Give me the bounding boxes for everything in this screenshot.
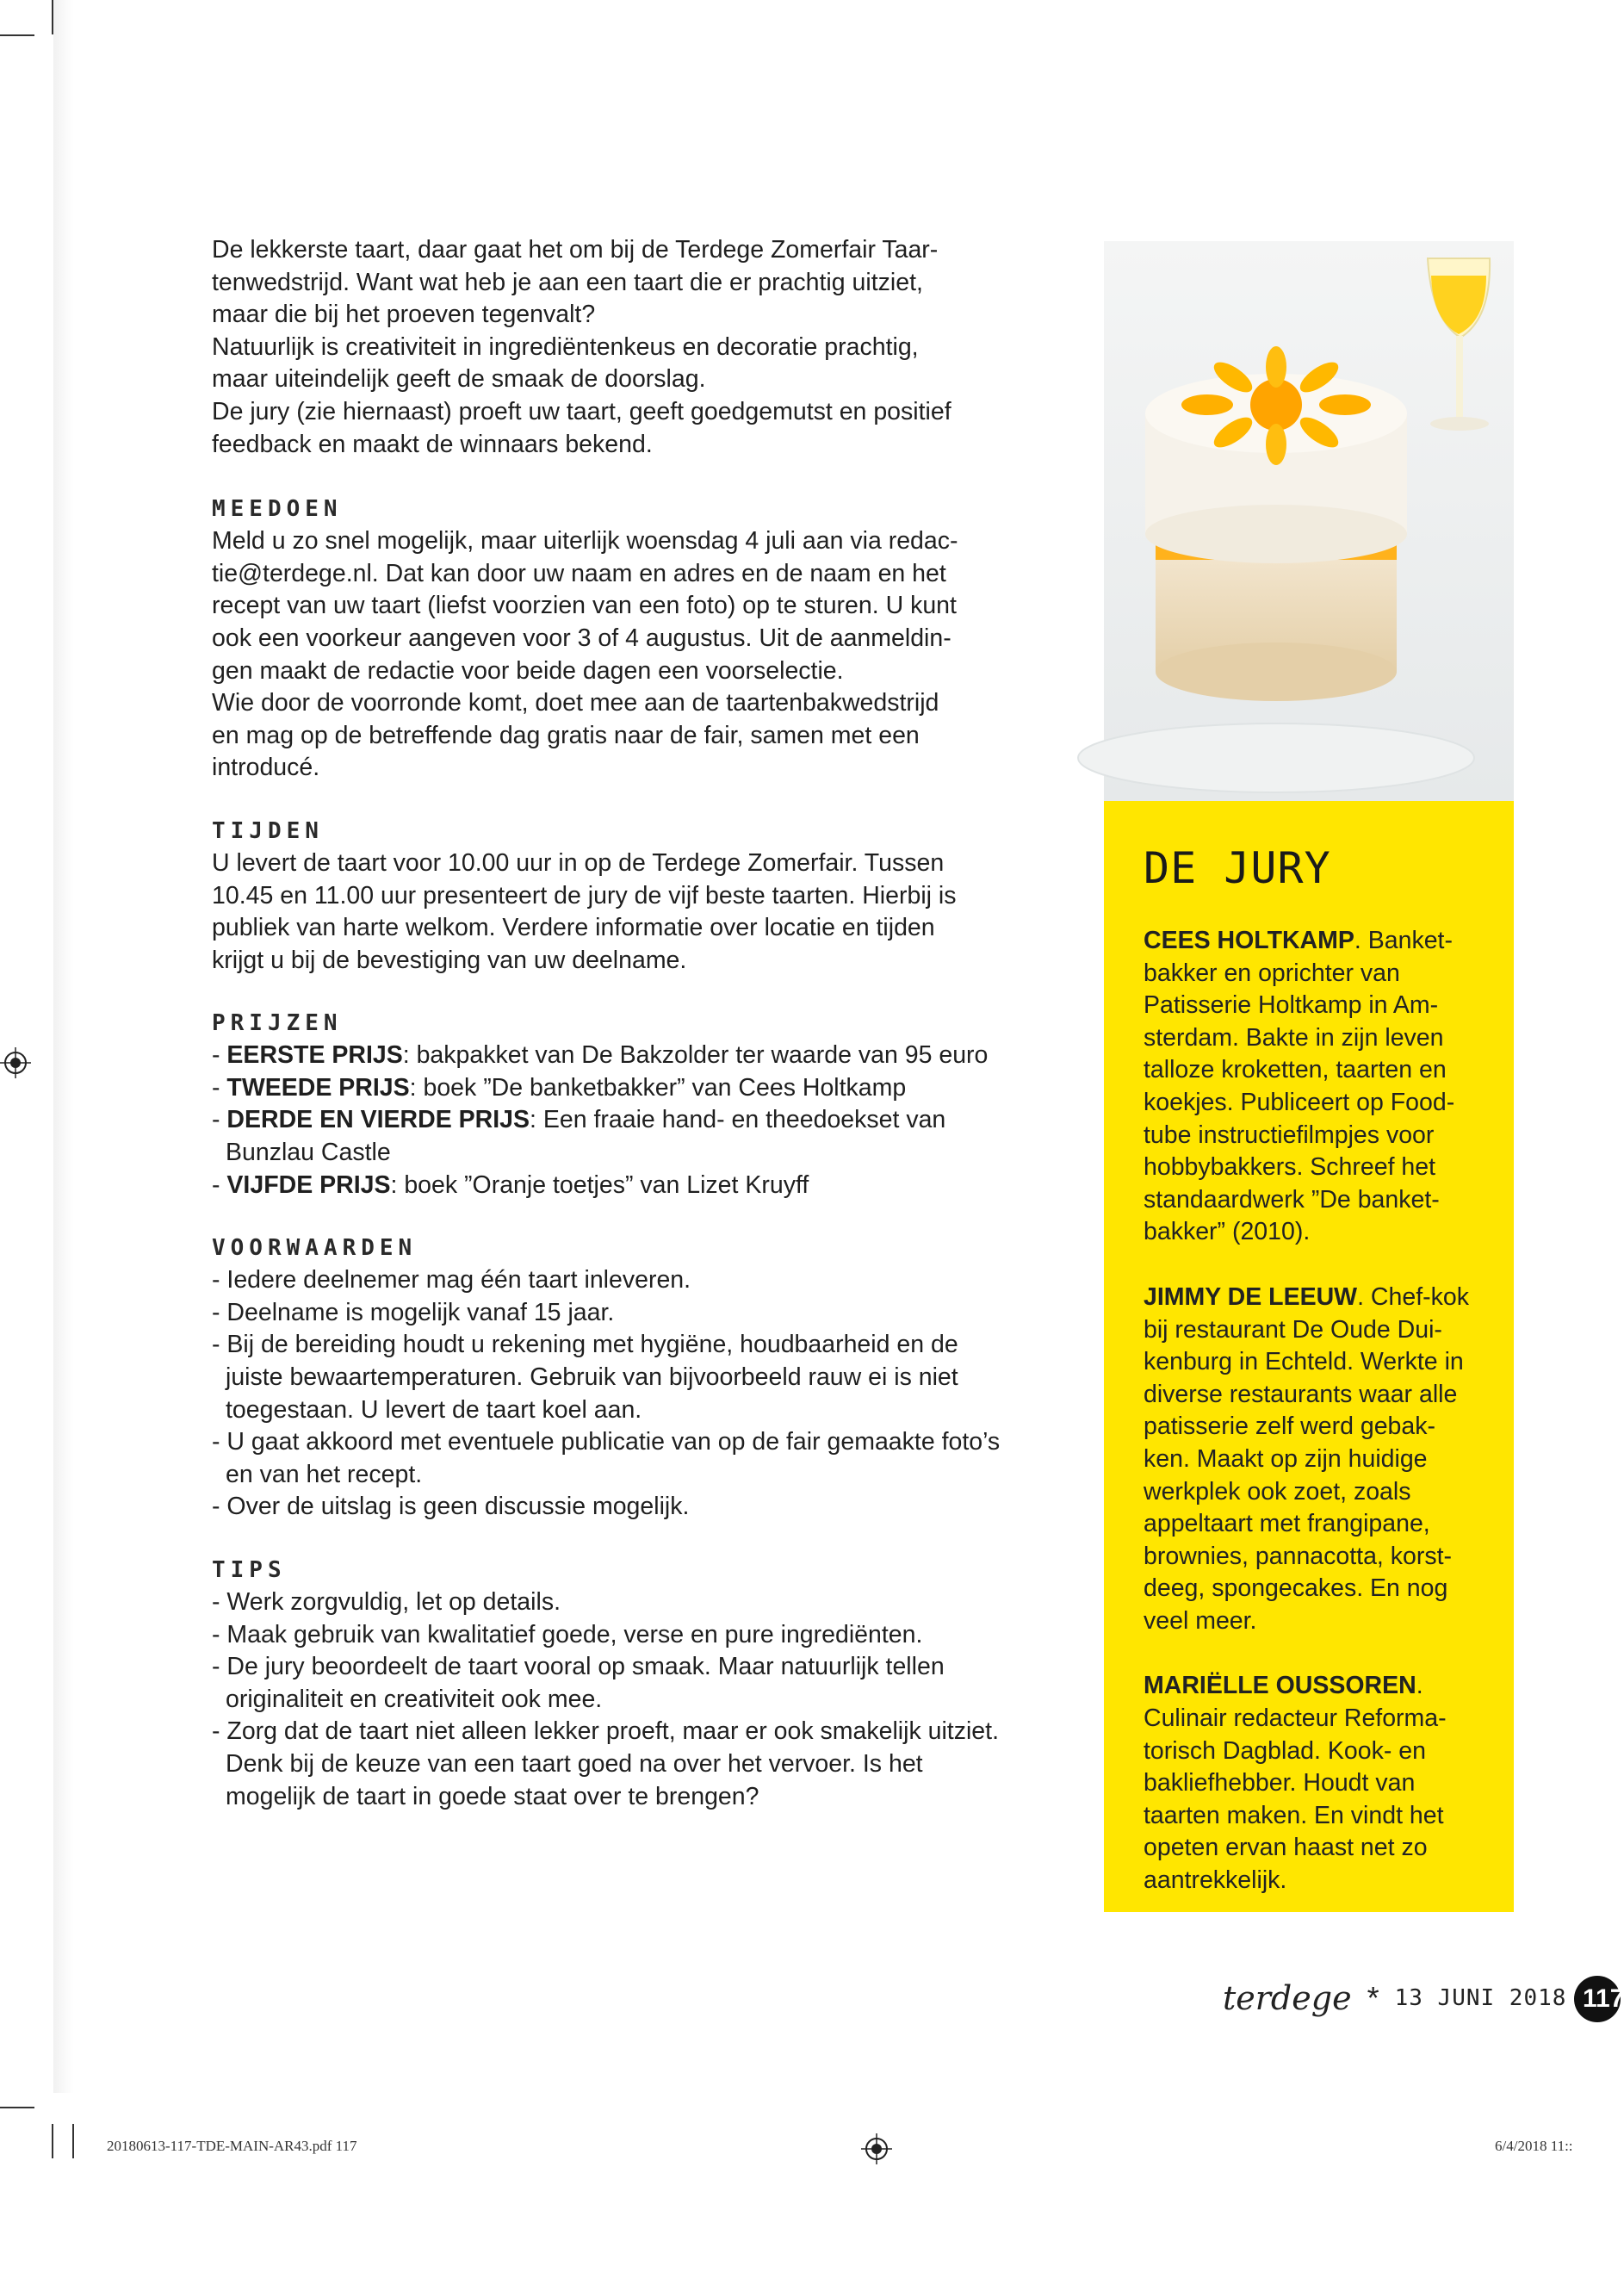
prize-text: : Een fraaie hand- en theedoekset van Bunzlau Castle <box>226 1106 946 1167</box>
body-line: Wie door de voorronde komt, doet mee aan de taartenbakwedstrijd <box>212 689 939 717</box>
section-heading-prijzen: PRIJZEN <box>212 1010 343 1037</box>
crop-mark-top-left <box>0 34 34 36</box>
body-line: introducé. <box>212 754 320 782</box>
section-tips <box>212 1555 1013 1813</box>
prize-label: TWEEDE PRIJS <box>226 1073 410 1102</box>
body-line: publiek van harte welkom. Verdere informatie over locatie en tijden <box>212 914 935 942</box>
jury-member-cees-holtkamp <box>1144 925 1497 1249</box>
prize-dash: - <box>212 1073 227 1102</box>
prize-dash: - <box>212 1170 227 1199</box>
jury-member-line: bakliefhebber. Houdt van <box>1144 1769 1416 1797</box>
jury-member-line: brownies, pannacotta, korst- <box>1144 1542 1453 1570</box>
jury-member-line: bakker en oprichter van <box>1144 959 1400 987</box>
intro-line: tenwedstrijd. Want wat heb je aan een taart die er prachtig uitziet, <box>212 268 923 296</box>
intro-line: feedback en maakt de winnaars bekend. <box>212 430 653 458</box>
section-heading-voorwaarden: VOORWAARDEN <box>212 1235 418 1262</box>
body-line: U levert de taart voor 10.00 uur in op de Terdege Zomerfair. Tussen <box>212 848 945 877</box>
tip-item: - Zorg dat de taart niet alleen lekker proeft, maar er ook smakelijk uitziet. Denk bij de keuze van een taart goed na over het vervoer. Is het mogelijk de taart in goede staat over te brengen? <box>212 1717 999 1810</box>
jury-member-name: JIMMY DE LEEUW <box>1144 1282 1358 1311</box>
body-line: gen maakt de redactie voor beide dagen een voorselectie. <box>212 656 844 685</box>
jury-title: DE JURY <box>1144 843 1331 893</box>
main-article <box>212 234 1013 1844</box>
magazine-logo: terdege <box>1223 1979 1352 2017</box>
cake-photo <box>1104 241 1514 801</box>
condition-item: - Over de uitslag is geen discussie mogelijk. <box>212 1493 690 1521</box>
condition-item: - Iedere deelnemer mag één taart inleveren. <box>212 1266 691 1295</box>
crop-mark-top-left-v <box>52 0 53 34</box>
jury-member-line <box>1144 925 1497 958</box>
section-prijzen <box>212 1008 1013 1201</box>
intro-line: maar uiteindelijk geeft de smaak de doorslag. <box>212 365 706 394</box>
section-heading-meedoen: MEEDOEN <box>212 496 343 523</box>
body-line: krijgt u bij de bevestiging van uw deelname. <box>212 946 687 974</box>
prize-text: : boek ”Oranje toetjes” van Lizet Kruyff <box>390 1170 809 1199</box>
prize-label: VIJFDE PRIJS <box>226 1170 391 1199</box>
print-slug-file: 20180613-117-TDE-MAIN-AR43.pdf 117 <box>107 2138 357 2154</box>
jury-member-line: aantrekkelijk. <box>1144 1866 1287 1895</box>
prize-label: EERSTE PRIJS <box>226 1041 403 1070</box>
jury-member-line: kenburg in Echteld. Werkte in <box>1144 1348 1464 1376</box>
section-tijden <box>212 816 1013 977</box>
jury-member-text: . Chef-kok <box>1357 1282 1469 1311</box>
jury-member-line: opeten ervan haast net zo <box>1144 1834 1428 1862</box>
cake-illustration <box>1104 241 1514 801</box>
prize-dash: - <box>212 1106 227 1134</box>
tip-item: - De jury beoordeelt de taart vooral op smaak. Maar natuurlijk tellen originaliteit en creativiteit ook mee. <box>212 1653 945 1713</box>
tip-item: - Maak gebruik van kwalitatief goede, verse en pure ingrediënten. <box>212 1620 923 1648</box>
jury-member-line: bakker” (2010). <box>1144 1218 1311 1246</box>
print-slug-datetime: 6/4/2018 11:: <box>1495 2138 1573 2154</box>
jury-member-name: CEES HOLTKAMP <box>1144 927 1354 954</box>
crop-mark-bottom-left-v2 <box>72 2124 74 2158</box>
jury-member-line <box>1144 1670 1497 1703</box>
jury-member-marielle-oussoren <box>1144 1670 1497 1897</box>
crop-mark-bottom-left <box>0 2107 34 2108</box>
jury-member-line: Patisserie Holtkamp in Am- <box>1144 991 1439 1020</box>
jury-member-line: sterdam. Bakte in zijn leven <box>1144 1023 1444 1052</box>
jury-member-name: MARIËLLE OUSSOREN <box>1144 1672 1416 1700</box>
section-heading-tijden: TIJDEN <box>212 817 324 844</box>
jury-member-line: hobbybakkers. Schreef het <box>1144 1153 1436 1182</box>
prize-item <box>212 1072 1013 1105</box>
registration-mark-bottom-icon <box>861 2133 892 2164</box>
jury-member-line: taarten maken. En vindt het <box>1144 1801 1444 1829</box>
condition-item: - Bij de bereiding houdt u rekening met hygiëne, houdbaarheid en de juiste bewaartemperaturen. Gebruik van bijvoorbeeld rauw ei is niet toegestaan. U levert de taart koel aan. <box>212 1331 958 1424</box>
body-line: 10.45 en 11.00 uur presenteert de jury de vijf beste taarten. Hierbij is <box>212 881 957 910</box>
jury-member-line: werkplek ook zoet, zoals <box>1144 1477 1411 1506</box>
prize-item <box>212 1040 1013 1072</box>
jury-member-line: ken. Maakt op zijn huidige <box>1144 1444 1428 1473</box>
jury-member-line: bij restaurant De Oude Dui- <box>1144 1315 1442 1344</box>
jury-member-line: torisch Dagblad. Kook- en <box>1144 1736 1426 1765</box>
jury-member-line: veel meer. <box>1144 1606 1257 1635</box>
condition-item: - U gaat akkoord met eventuele publicatie van op de fair gemaakte foto’s en van het recept. <box>212 1428 1001 1488</box>
asterisk-icon: * <box>1367 1980 1379 2015</box>
issue-date: 13 JUNI 2018 <box>1394 1985 1567 2011</box>
jury-member-line: koekjes. Publiceert op Food- <box>1144 1088 1455 1116</box>
jury-member-text: . <box>1416 1672 1423 1700</box>
jury-member-text: . Banket- <box>1354 927 1453 954</box>
body-line: Meld u zo snel mogelijk, maar uiterlijk woensdag 4 juli aan via redac- <box>212 527 958 556</box>
jury-member-line: Culinair redacteur Reforma- <box>1144 1704 1447 1733</box>
jury-member-line: patisserie zelf werd gebak- <box>1144 1412 1435 1441</box>
jury-member-line <box>1144 1282 1497 1314</box>
jury-member-line: standaardwerk ”De banket- <box>1144 1185 1440 1214</box>
condition-item: - Deelname is mogelijk vanaf 15 jaar. <box>212 1298 615 1326</box>
body-line: ook een voorkeur aangeven voor 3 of 4 augustus. Uit de aanmeldin- <box>212 624 951 652</box>
intro-paragraph <box>212 234 1013 461</box>
prize-text: : boek ”De banketbakker” van Cees Holtkamp <box>409 1073 907 1102</box>
section-meedoen <box>212 494 1013 785</box>
jury-box <box>1104 801 1514 1912</box>
body-line: en mag op de betreffende dag gratis naar de fair, samen met een <box>212 721 920 749</box>
prize-text: : bakpakket van De Bakzolder ter waarde van 95 euro <box>402 1041 989 1070</box>
section-voorwaarden <box>212 1232 1013 1524</box>
intro-line: De jury (zie hiernaast) proeft uw taart, geeft goedgemutst en positief <box>212 397 951 425</box>
left-page-gutter <box>53 0 74 2093</box>
section-heading-tips: TIPS <box>212 1557 287 1583</box>
registration-mark-left-icon <box>0 1047 31 1078</box>
tip-item: - Werk zorgvuldig, let op details. <box>212 1588 561 1616</box>
footer-brand <box>1223 1974 1566 2022</box>
jury-member-line: tube instructiefilmpjes voor <box>1144 1121 1435 1149</box>
jury-member-line: diverse restaurants waar alle <box>1144 1380 1458 1408</box>
jury-member-line: deeg, spongecakes. En nog <box>1144 1574 1448 1603</box>
jury-member-jimmy-de-leeuw <box>1144 1282 1497 1638</box>
intro-line: De lekkerste taart, daar gaat het om bij de Terdege Zomerfair Taar- <box>212 236 939 264</box>
prize-item <box>212 1104 1013 1169</box>
crop-mark-bottom-left-v <box>52 2124 53 2158</box>
jury-member-line: appeltaart met frangipane, <box>1144 1510 1430 1538</box>
body-line: recept van uw taart (liefst voorzien van een foto) op te sturen. U kunt <box>212 592 957 620</box>
intro-line: Natuurlijk is creativiteit in ingrediëntenkeus en decoratie prachtig, <box>212 332 919 361</box>
prize-label: DERDE EN VIERDE PRIJS <box>226 1106 530 1134</box>
prize-dash: - <box>212 1041 227 1070</box>
intro-line: maar die bij het proeven tegenvalt? <box>212 301 596 329</box>
prize-item <box>212 1170 1013 1202</box>
jury-member-line: talloze kroketten, taarten en <box>1144 1056 1447 1084</box>
page-number-badge: 117 <box>1574 1976 1621 2022</box>
body-line: tie@terdege.nl. Dat kan door uw naam en adres en de naam en het <box>212 559 946 587</box>
